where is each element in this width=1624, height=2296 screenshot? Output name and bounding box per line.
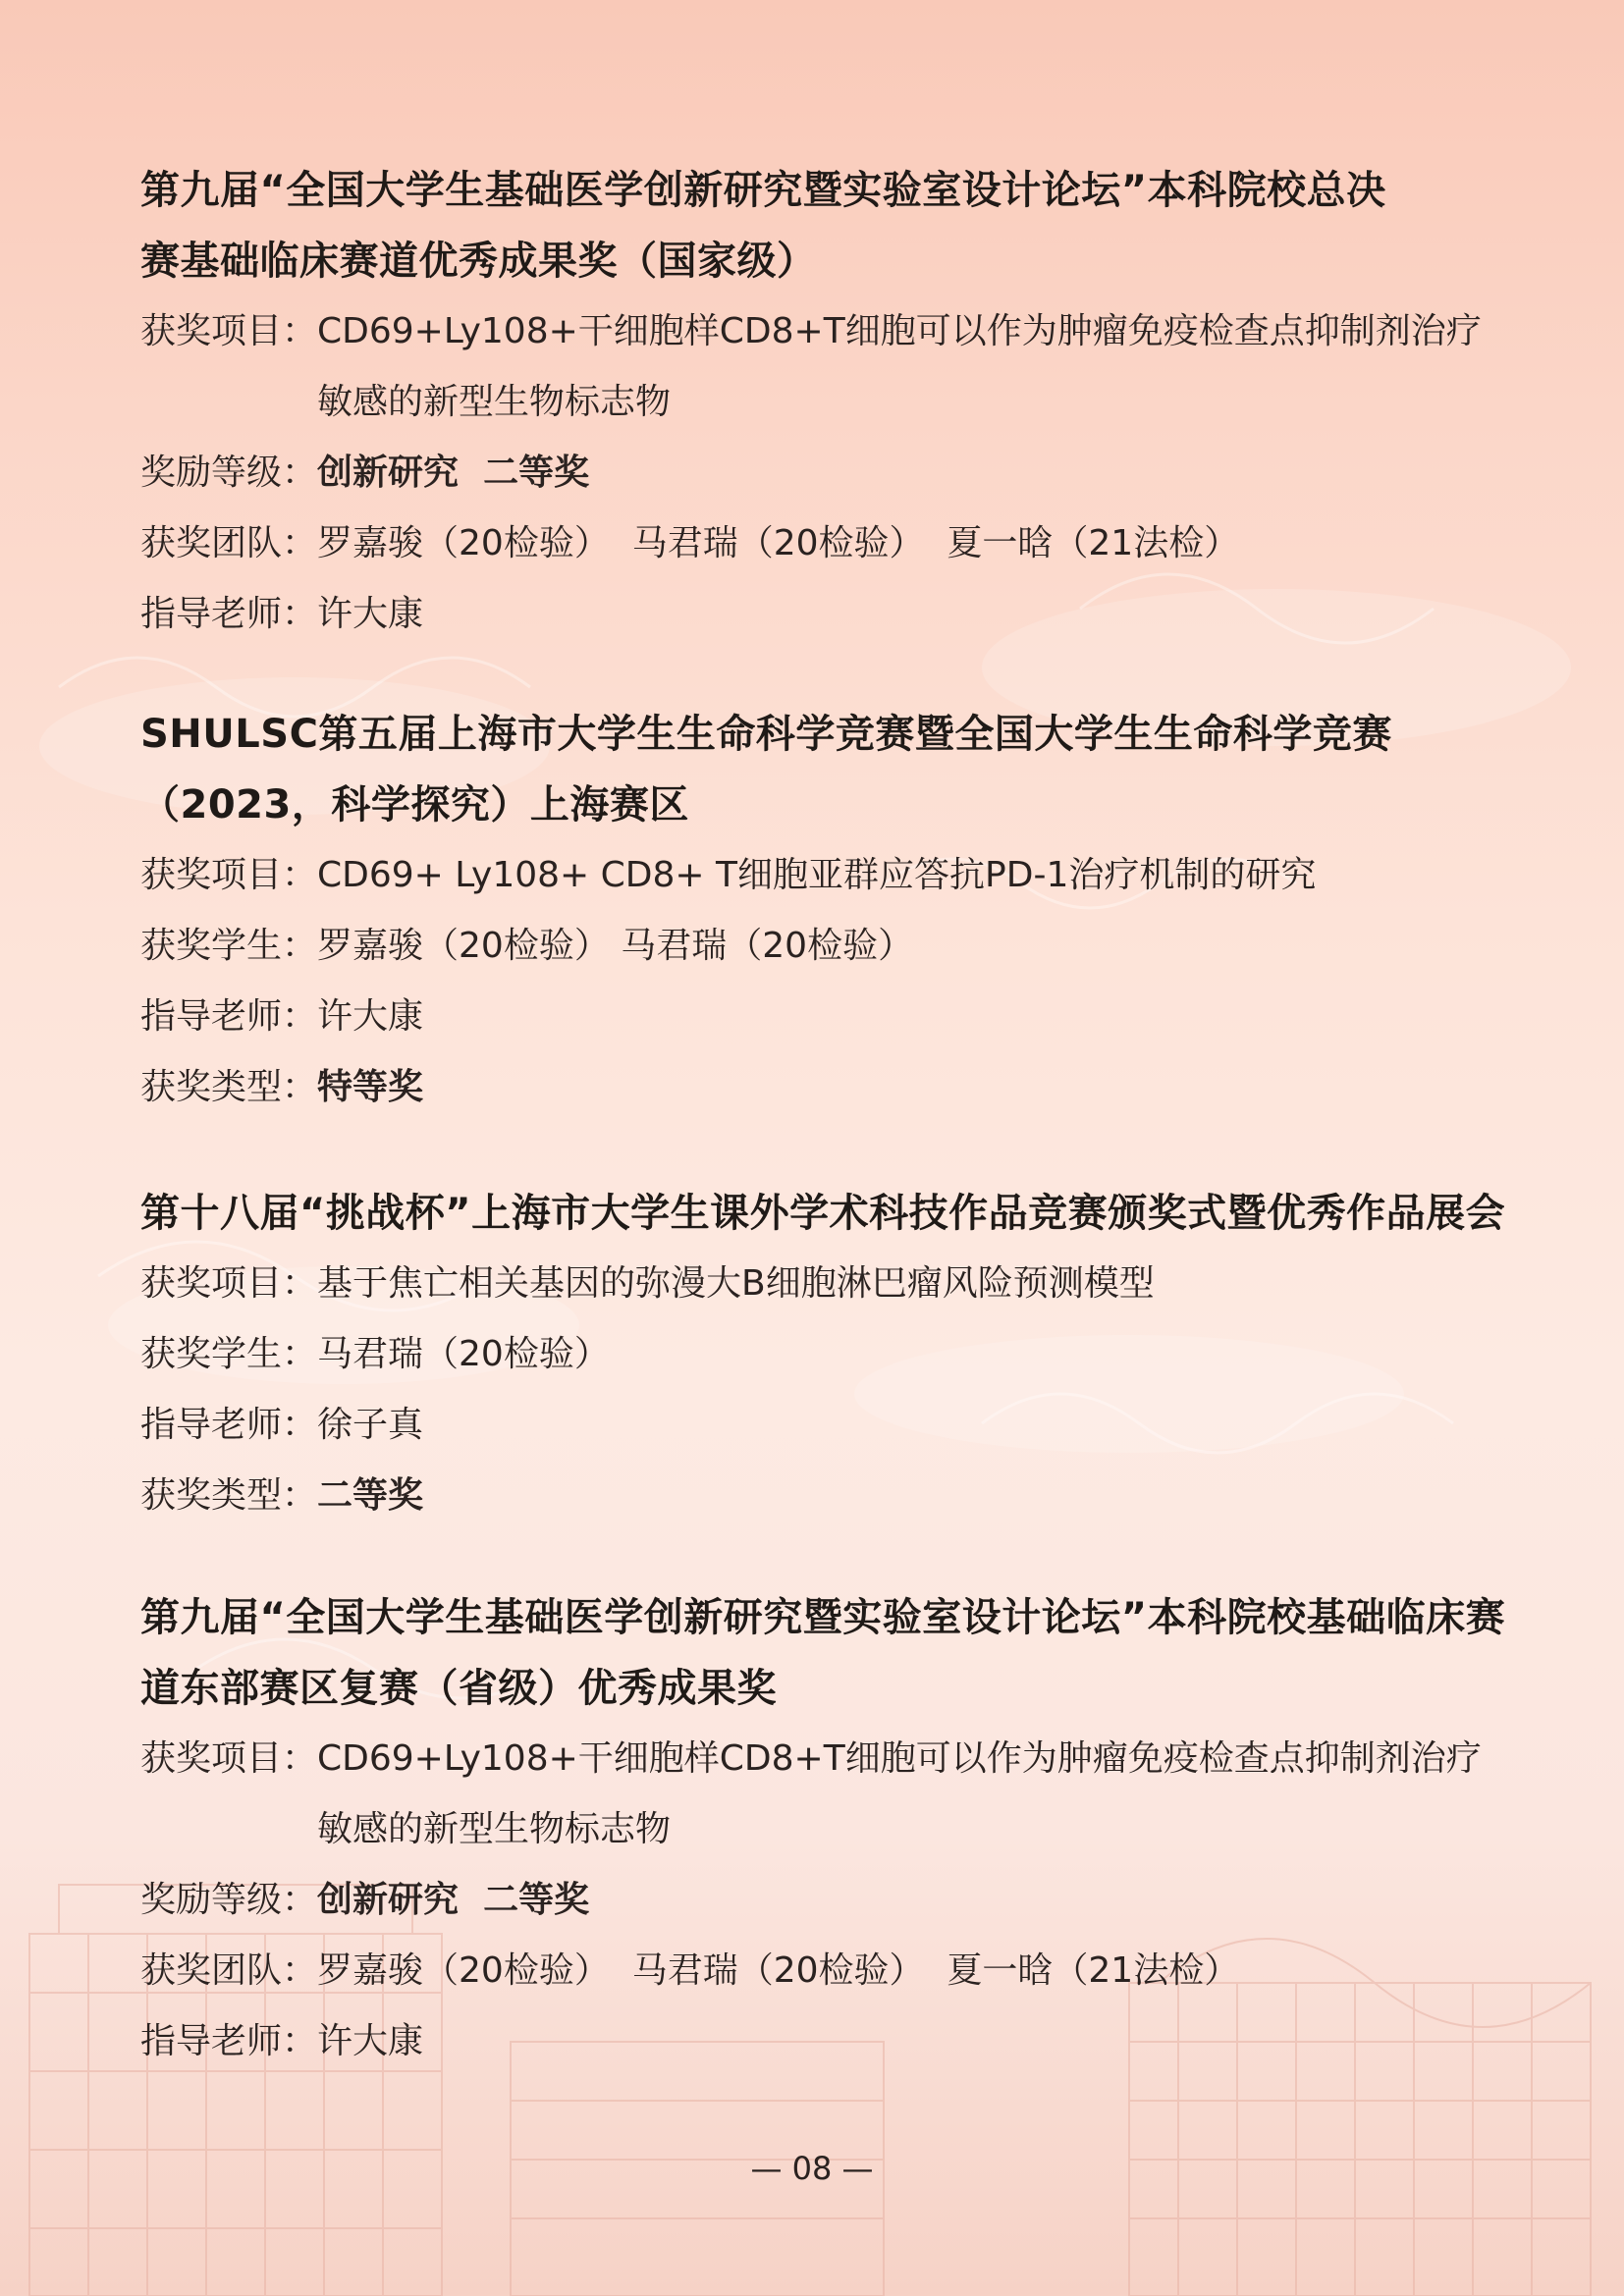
award-section-2 [140,699,1535,1123]
award-row-type [140,1052,1535,1123]
row-value: 创新研究 二等奖 [317,453,590,493]
award-title: SHULSC第五届上海市大学生生命科学竞赛暨全国大学生生命科学竞赛（2023，科学探究）上海赛区 [140,712,1392,828]
row-value: CD69+ Ly108+ CD8+ T细胞亚群应答抗PD-1治疗机制的研究 [317,855,1317,895]
row-value: CD69+Ly108+干细胞样CD8+T细胞可以作为肿瘤免疫检查点抑制剂治疗敏感的新型生物标志物 [317,1738,1482,1849]
row-label: 指导老师： [140,996,318,1037]
award-row-advisor [140,1390,1535,1461]
row-label: 指导老师： [140,2021,318,2061]
page-number: — 08 — [750,2150,874,2187]
row-value: 基于焦亡相关基因的弥漫大B细胞淋巴瘤风险预测模型 [317,1263,1155,1304]
row-value: 罗嘉骏（20检验） 马君瑞（20检验） 夏一晗（21法检） [317,523,1240,563]
row-value: 罗嘉骏（20检验） 马君瑞（20检验） 夏一晗（21法检） [317,1950,1240,1991]
award-title: 第十八届“挑战杯”上海市大学生课外学术科技作品竞赛颁奖式暨优秀作品展会 [140,1191,1506,1236]
award-section-4 [140,1582,1535,2077]
award-title: 第九届“全国大学生基础医学创新研究暨实验室设计论坛”本科院校基础临床赛道东部赛区复赛（省级）优秀成果奖 [140,1595,1506,1711]
award-row-students [140,1319,1535,1390]
award-title: 第九届“全国大学生基础医学创新研究暨实验室设计论坛”本科院校总决赛基础临床赛道优秀成果奖（国家级） [140,168,1386,284]
award-row-project [140,840,1535,911]
row-value: 二等奖 [317,1475,424,1516]
award-row-team [140,508,1535,579]
row-value: 创新研究 二等奖 [317,1880,590,1920]
row-value: 许大康 [317,996,424,1037]
row-label: 指导老师： [140,1405,318,1445]
award-row-project [140,1249,1535,1319]
award-section-3 [140,1178,1535,1531]
award-row-students [140,911,1535,982]
award-section-1 [140,155,1535,650]
row-value: 许大康 [317,2021,424,2061]
award-row-advisor [140,982,1535,1052]
row-label: 指导老师： [140,594,318,634]
award-row-level [140,1865,1535,1936]
row-label: 获奖项目： [140,1263,318,1304]
award-row-project [140,1724,1535,1865]
row-label: 获奖项目： [140,1738,318,1779]
row-value: 罗嘉骏（20检验） 马君瑞（20检验） [317,926,914,966]
row-value: 马君瑞（20检验） [317,1334,610,1374]
award-row-type [140,1461,1535,1531]
award-row-level [140,438,1535,508]
row-label: 获奖类型： [140,1067,318,1107]
row-value: 特等奖 [317,1067,424,1107]
award-row-project [140,296,1535,438]
award-row-team [140,1936,1535,2006]
row-value: 徐子真 [317,1405,424,1445]
row-label: 获奖学生： [140,926,318,966]
row-label: 获奖团队： [140,1950,318,1991]
row-value: CD69+Ly108+干细胞样CD8+T细胞可以作为肿瘤免疫检查点抑制剂治疗敏感的新型生物标志物 [317,311,1482,422]
row-label: 奖励等级： [140,1880,318,1920]
row-value: 许大康 [317,594,424,634]
row-label: 获奖学生： [140,1334,318,1374]
award-row-advisor [140,579,1535,650]
row-label: 获奖类型： [140,1475,318,1516]
row-label: 奖励等级： [140,453,318,493]
row-label: 获奖项目： [140,855,318,895]
row-label: 获奖团队： [140,523,318,563]
award-row-advisor [140,2006,1535,2077]
row-label: 获奖项目： [140,311,318,351]
